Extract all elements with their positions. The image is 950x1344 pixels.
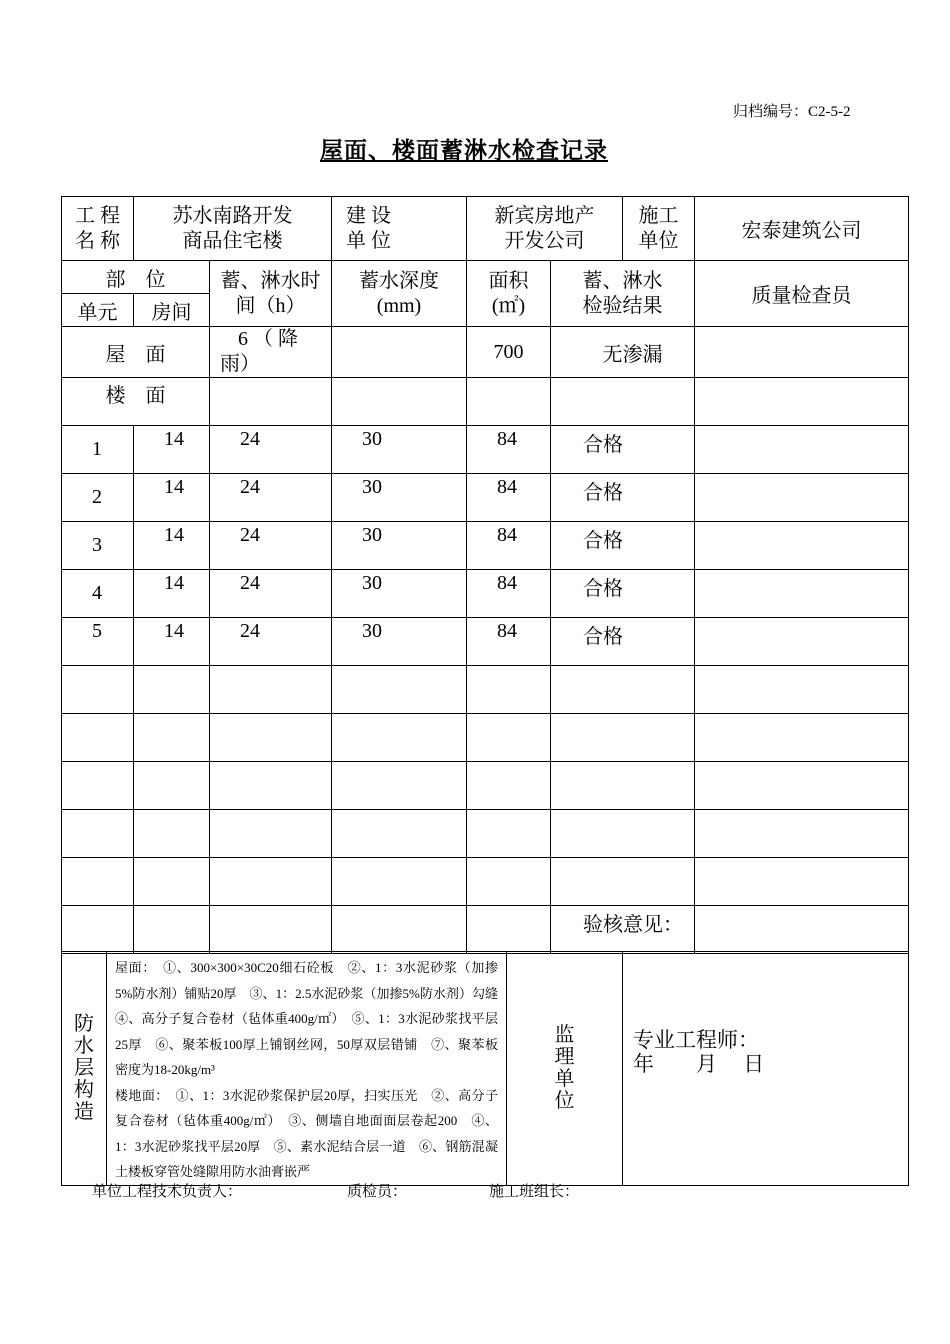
empty-cell xyxy=(467,858,551,906)
empty-cell xyxy=(332,762,467,810)
empty-cell xyxy=(134,810,210,858)
table-row xyxy=(62,810,909,858)
empty-cell xyxy=(695,666,909,714)
cell-depth: 30 xyxy=(332,426,467,474)
project-name: 苏水南路开发 xyxy=(172,204,293,227)
waterproof-text-cell xyxy=(107,952,512,1186)
contractor-label: 施工 xyxy=(638,204,679,227)
qc-label: 质检员： xyxy=(347,1184,408,1200)
empty-cell xyxy=(210,906,332,954)
empty-cell xyxy=(467,762,551,810)
page-title: 屋面、楼面蓄淋水检查记录 xyxy=(320,138,608,163)
cell-unit: 3 xyxy=(62,522,134,570)
cell-depth: 30 xyxy=(332,618,467,666)
table-row xyxy=(62,426,909,474)
floor-row xyxy=(62,378,909,426)
roof-result: 无渗漏 xyxy=(551,327,695,378)
builder-label: 建 设 xyxy=(346,204,391,227)
project-label-cell xyxy=(62,197,134,261)
archive-number: 归档编号：C2-5-2 xyxy=(733,104,851,120)
empty-cell xyxy=(332,378,467,426)
builder-name: 新宾房地产 xyxy=(494,204,595,227)
builder-name: 开发公司 xyxy=(504,229,585,252)
col-result-cell xyxy=(551,261,695,327)
empty-cell xyxy=(210,666,332,714)
empty-cell xyxy=(695,522,909,570)
sign-date: 年 月 日 xyxy=(633,1052,765,1076)
contractor-name: 宏泰建筑公司 xyxy=(695,197,909,261)
col-area: 面积 xyxy=(488,269,529,292)
review-row xyxy=(62,906,909,954)
empty-cell xyxy=(551,762,695,810)
roof-inspector xyxy=(695,327,909,378)
empty-cell xyxy=(210,714,332,762)
cell-unit: 5 xyxy=(62,618,134,666)
empty-cell xyxy=(62,714,134,762)
empty-cell xyxy=(467,666,551,714)
empty-cell xyxy=(551,666,695,714)
empty-cell xyxy=(695,858,909,906)
empty-cell xyxy=(695,570,909,618)
builder-name-cell xyxy=(467,197,623,261)
tech-lead-label: 单位工程技术负责人： xyxy=(92,1184,243,1200)
header-row xyxy=(62,197,909,261)
empty-cell xyxy=(332,666,467,714)
table-row xyxy=(62,666,909,714)
cell-area: 84 xyxy=(467,474,551,522)
empty-cell xyxy=(134,762,210,810)
cell-unit: 1 xyxy=(62,426,134,474)
empty-cell xyxy=(467,378,551,426)
cell-depth: 30 xyxy=(332,474,467,522)
col-time: 间（h） xyxy=(235,294,306,317)
col-inspector: 质量检查员 xyxy=(695,261,909,327)
cell-area: 84 xyxy=(467,570,551,618)
empty-cell xyxy=(695,714,909,762)
empty-cell xyxy=(551,810,695,858)
cell-room: 14 xyxy=(134,618,210,666)
cell-time: 24 xyxy=(210,426,332,474)
waterproof-label-cell xyxy=(62,952,107,1186)
cell-time: 24 xyxy=(210,474,332,522)
col-time: 蓄、淋水时 xyxy=(220,269,321,292)
cell-unit: 4 xyxy=(62,570,134,618)
empty-cell xyxy=(134,666,210,714)
empty-cell xyxy=(332,714,467,762)
table-row xyxy=(62,714,909,762)
project-label: 名 称 xyxy=(75,229,120,252)
cell-area: 84 xyxy=(467,618,551,666)
cell-room: 14 xyxy=(134,426,210,474)
engineer-cell xyxy=(623,952,909,1186)
roof-construction-text: 屋面： ①、300×300×30C20细石砼板 ②、1：3水泥砂浆（加掺5%防水剂）铺贴20厚 ③、1：2.5水泥砂浆（加掺5%防水剂）勾缝 ④、高分子复合卷材（毡体重400g/㎡） ⑤、1：3水泥砂浆找平层25厚 ⑥、聚苯板100厚上铺钢丝网，50厚双层错铺 ⑦、聚苯板密度为18-20kg/m³ xyxy=(115,960,512,1077)
empty-cell xyxy=(62,666,134,714)
col-area-cell xyxy=(467,261,551,327)
empty-cell xyxy=(62,906,134,954)
empty-cell xyxy=(62,858,134,906)
project-label: 工 程 xyxy=(75,204,120,227)
contractor-label-cell xyxy=(623,197,695,261)
empty-cell xyxy=(210,810,332,858)
roof-depth xyxy=(332,327,467,378)
cell-area: 84 xyxy=(467,426,551,474)
table-row xyxy=(62,474,909,522)
waterproof-table xyxy=(61,951,909,1186)
col-time-cell xyxy=(210,261,332,327)
col-depth-cell xyxy=(332,261,467,327)
supervision-label-cell xyxy=(507,952,623,1186)
builder-label: 单 位 xyxy=(346,229,391,252)
table-row xyxy=(62,762,909,810)
empty-cell xyxy=(695,426,909,474)
cell-time: 24 xyxy=(210,570,332,618)
col-unit: 单元 xyxy=(62,294,134,327)
builder-label-cell xyxy=(332,197,467,261)
cell-time: 24 xyxy=(210,618,332,666)
empty-cell xyxy=(695,906,909,954)
empty-cell xyxy=(695,810,909,858)
empty-cell xyxy=(62,762,134,810)
project-name-cell xyxy=(134,197,332,261)
empty-cell xyxy=(551,378,695,426)
empty-cell xyxy=(695,474,909,522)
waterproof-label: 防水层构造 xyxy=(74,1013,94,1124)
cell-result: 合格 xyxy=(551,522,695,570)
foreman-label: 施工班组长： xyxy=(489,1184,580,1200)
cell-depth: 30 xyxy=(332,522,467,570)
column-header-row xyxy=(62,261,909,294)
roof-row xyxy=(62,327,909,378)
col-depth: (mm) xyxy=(376,294,422,317)
empty-cell xyxy=(134,714,210,762)
empty-cell xyxy=(695,378,909,426)
inspection-table xyxy=(61,196,909,954)
roof-area: 700 xyxy=(467,327,551,378)
cell-result: 合格 xyxy=(551,474,695,522)
col-area: (㎡) xyxy=(491,294,526,317)
empty-cell xyxy=(134,858,210,906)
empty-cell xyxy=(332,858,467,906)
empty-cell xyxy=(332,810,467,858)
review-opinion: 验核意见： xyxy=(551,906,695,954)
empty-cell xyxy=(551,858,695,906)
empty-cell xyxy=(551,714,695,762)
cell-result: 合格 xyxy=(551,618,695,666)
empty-cell xyxy=(134,906,210,954)
floor-label: 楼 面 xyxy=(62,378,210,426)
empty-cell xyxy=(210,858,332,906)
cell-room: 14 xyxy=(134,522,210,570)
project-name: 商品住宅楼 xyxy=(182,229,283,252)
empty-cell xyxy=(332,906,467,954)
roof-time: 6 （ 降 xyxy=(238,328,298,350)
empty-cell xyxy=(467,714,551,762)
supervision-label: 监理单位 xyxy=(554,1024,575,1113)
empty-cell xyxy=(467,906,551,954)
cell-depth: 30 xyxy=(332,570,467,618)
engineer-label: 专业工程师： xyxy=(633,1028,759,1052)
cell-room: 14 xyxy=(134,474,210,522)
roof-time: 雨） xyxy=(220,353,260,375)
cell-unit: 2 xyxy=(62,474,134,522)
col-depth: 蓄水深度 xyxy=(359,269,439,292)
cell-result: 合格 xyxy=(551,426,695,474)
col-room: 房间 xyxy=(134,294,210,327)
cell-area: 84 xyxy=(467,522,551,570)
table-row xyxy=(62,522,909,570)
cell-time: 24 xyxy=(210,522,332,570)
cell-result: 合格 xyxy=(551,570,695,618)
col-result: 蓄、淋水 xyxy=(582,269,663,292)
table-row xyxy=(62,570,909,618)
empty-cell xyxy=(467,810,551,858)
roof-label: 屋 面 xyxy=(62,327,210,378)
table-row xyxy=(62,618,909,666)
empty-cell xyxy=(695,618,909,666)
table-row xyxy=(62,858,909,906)
col-result: 检验结果 xyxy=(582,294,663,317)
empty-cell xyxy=(210,762,332,810)
empty-cell xyxy=(210,378,332,426)
cell-room: 14 xyxy=(134,570,210,618)
roof-time-cell xyxy=(210,327,332,378)
contractor-label: 单位 xyxy=(638,229,679,252)
waterproof-row xyxy=(62,952,909,1186)
col-position: 部 位 xyxy=(62,261,210,294)
floor-construction-text: 楼地面： ①、1：3水泥砂浆保护层20厚，扫实压光 ②、高分子复合卷材（毡体重400g/㎡） ③、侧墙自地面面层卷起200 ④、1：3水泥砂浆找平层20厚 ⑤、素水泥结合层一道 ⑥、钢筋混凝土楼板穿管处缝隙用防水油膏嵌严 xyxy=(115,1087,498,1179)
empty-cell xyxy=(62,810,134,858)
empty-cell xyxy=(695,762,909,810)
